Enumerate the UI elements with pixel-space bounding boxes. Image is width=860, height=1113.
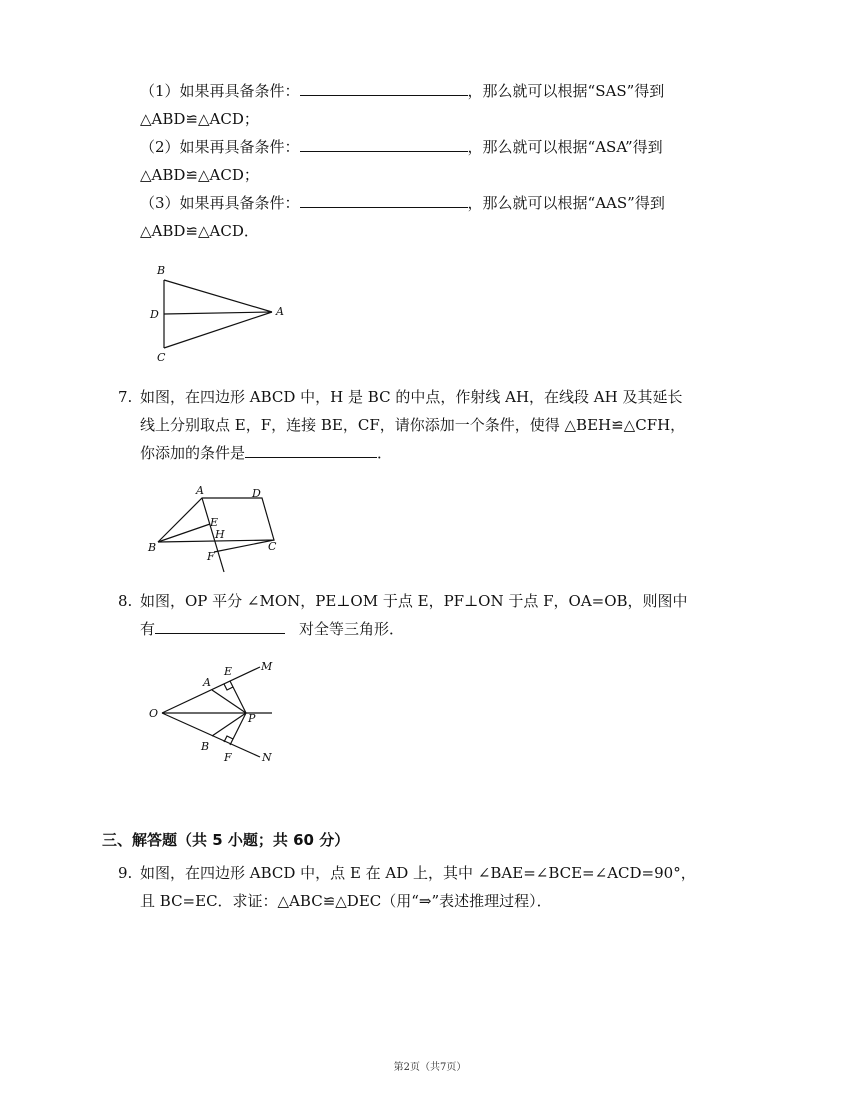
q6-label-b: B — [157, 264, 166, 277]
q8-figure — [140, 655, 310, 775]
q8-label-o: O — [149, 707, 159, 720]
q8-label-p: P — [248, 712, 256, 725]
q6-line-2 — [140, 136, 760, 158]
q8-ray-on — [162, 713, 260, 757]
q9-line-2: 且 BC=EC．求证：△ABC≌△DEC（用“⇒”表述推理过程）． — [140, 892, 552, 910]
q7-label-h: H — [215, 528, 225, 541]
q6-line-3 — [140, 192, 760, 214]
q6-segment-ca — [164, 312, 272, 348]
q7-label-d: D — [252, 487, 261, 500]
q7-label-e: E — [210, 516, 219, 529]
q8-ray-om — [162, 667, 260, 713]
q7-line-3 — [140, 442, 760, 464]
q8-line-1: 如图，OP 平分 ∠MON，PE⊥OM 于点 E，PF⊥ON 于点 F，OA=OB，则图中 — [140, 592, 688, 610]
q8-label-n: N — [262, 751, 272, 764]
q7-label-b: B — [148, 541, 157, 554]
q6-part3-blank — [300, 193, 468, 208]
q6-part1-prefix: （1）如果再具备条件： — [140, 82, 300, 100]
q7-label-f: F — [207, 550, 215, 563]
q8-line-2-prefix: 有 — [140, 620, 156, 638]
q7-line-1: 如图，在四边形 ABCD 中，H 是 BC 的中点，作射线 AH，在线段 AH 及其延长 — [140, 388, 683, 406]
q8-number: 8. — [118, 592, 133, 610]
q6-part3-suffix: ，那么就可以根据“AAS”得到 — [467, 194, 665, 212]
q8-label-b: B — [201, 740, 210, 753]
q6-part3-prefix: （3）如果再具备条件： — [140, 194, 300, 212]
section-heading: 三、解答题（共 5 小题；共 60 分） — [102, 831, 350, 849]
q6-line-1 — [140, 80, 760, 102]
q7-number: 7. — [118, 388, 133, 406]
q7-segment-cf — [214, 540, 274, 552]
q6-part1-suffix: ，那么就可以根据“SAS”得到 — [467, 82, 665, 100]
q6-part3-conclusion: △ABD≌△ACD． — [140, 222, 259, 240]
q6-part1-blank — [300, 81, 468, 96]
q8-label-a: A — [203, 676, 211, 689]
q7-line-2: 线上分别取点 E，F，连接 BE，CF，请你添加一个条件，使得 △BEH≌△CFH， — [140, 416, 686, 434]
q6-part2-conclusion: △ABD≌△ACD； — [140, 166, 259, 184]
q8-line-2 — [140, 618, 760, 640]
q7-label-c: C — [268, 540, 277, 553]
q6-segment-ba — [164, 280, 272, 312]
q6-part2-suffix: ，那么就可以根据“ASA”得到 — [467, 138, 663, 156]
q7-segment-be — [158, 524, 210, 542]
q7-line-3-suffix: ． — [377, 444, 393, 462]
q6-segment-da — [164, 312, 272, 314]
q6-label-c: C — [157, 351, 166, 364]
q8-answer-blank — [155, 619, 285, 634]
q6-part1-conclusion: △ABD≌△ACD； — [140, 110, 259, 128]
q7-figure — [140, 480, 300, 580]
q8-label-e: E — [224, 665, 233, 678]
q6-label-d: D — [150, 308, 159, 321]
q7-line-3-prefix: 你添加的条件是 — [140, 444, 246, 462]
q7-label-a: A — [196, 484, 204, 497]
q8-line-2-suffix: 对全等三角形． — [299, 620, 405, 638]
q7-answer-blank — [245, 443, 377, 458]
q6-part2-prefix: （2）如果再具备条件： — [140, 138, 300, 156]
q6-part2-blank — [300, 137, 468, 152]
q9-line-1: 如图，在四边形 ABCD 中，点 E 在 AD 上，其中 ∠BAE=∠BCE=∠ACD=90°， — [140, 864, 696, 882]
q8-label-m: M — [261, 660, 273, 673]
q6-label-a: A — [276, 305, 284, 318]
q9-number: 9. — [118, 864, 133, 882]
page-footer: 第2页（共7页） — [393, 1062, 467, 1073]
q6-figure — [140, 260, 300, 370]
q8-label-f: F — [224, 751, 232, 764]
